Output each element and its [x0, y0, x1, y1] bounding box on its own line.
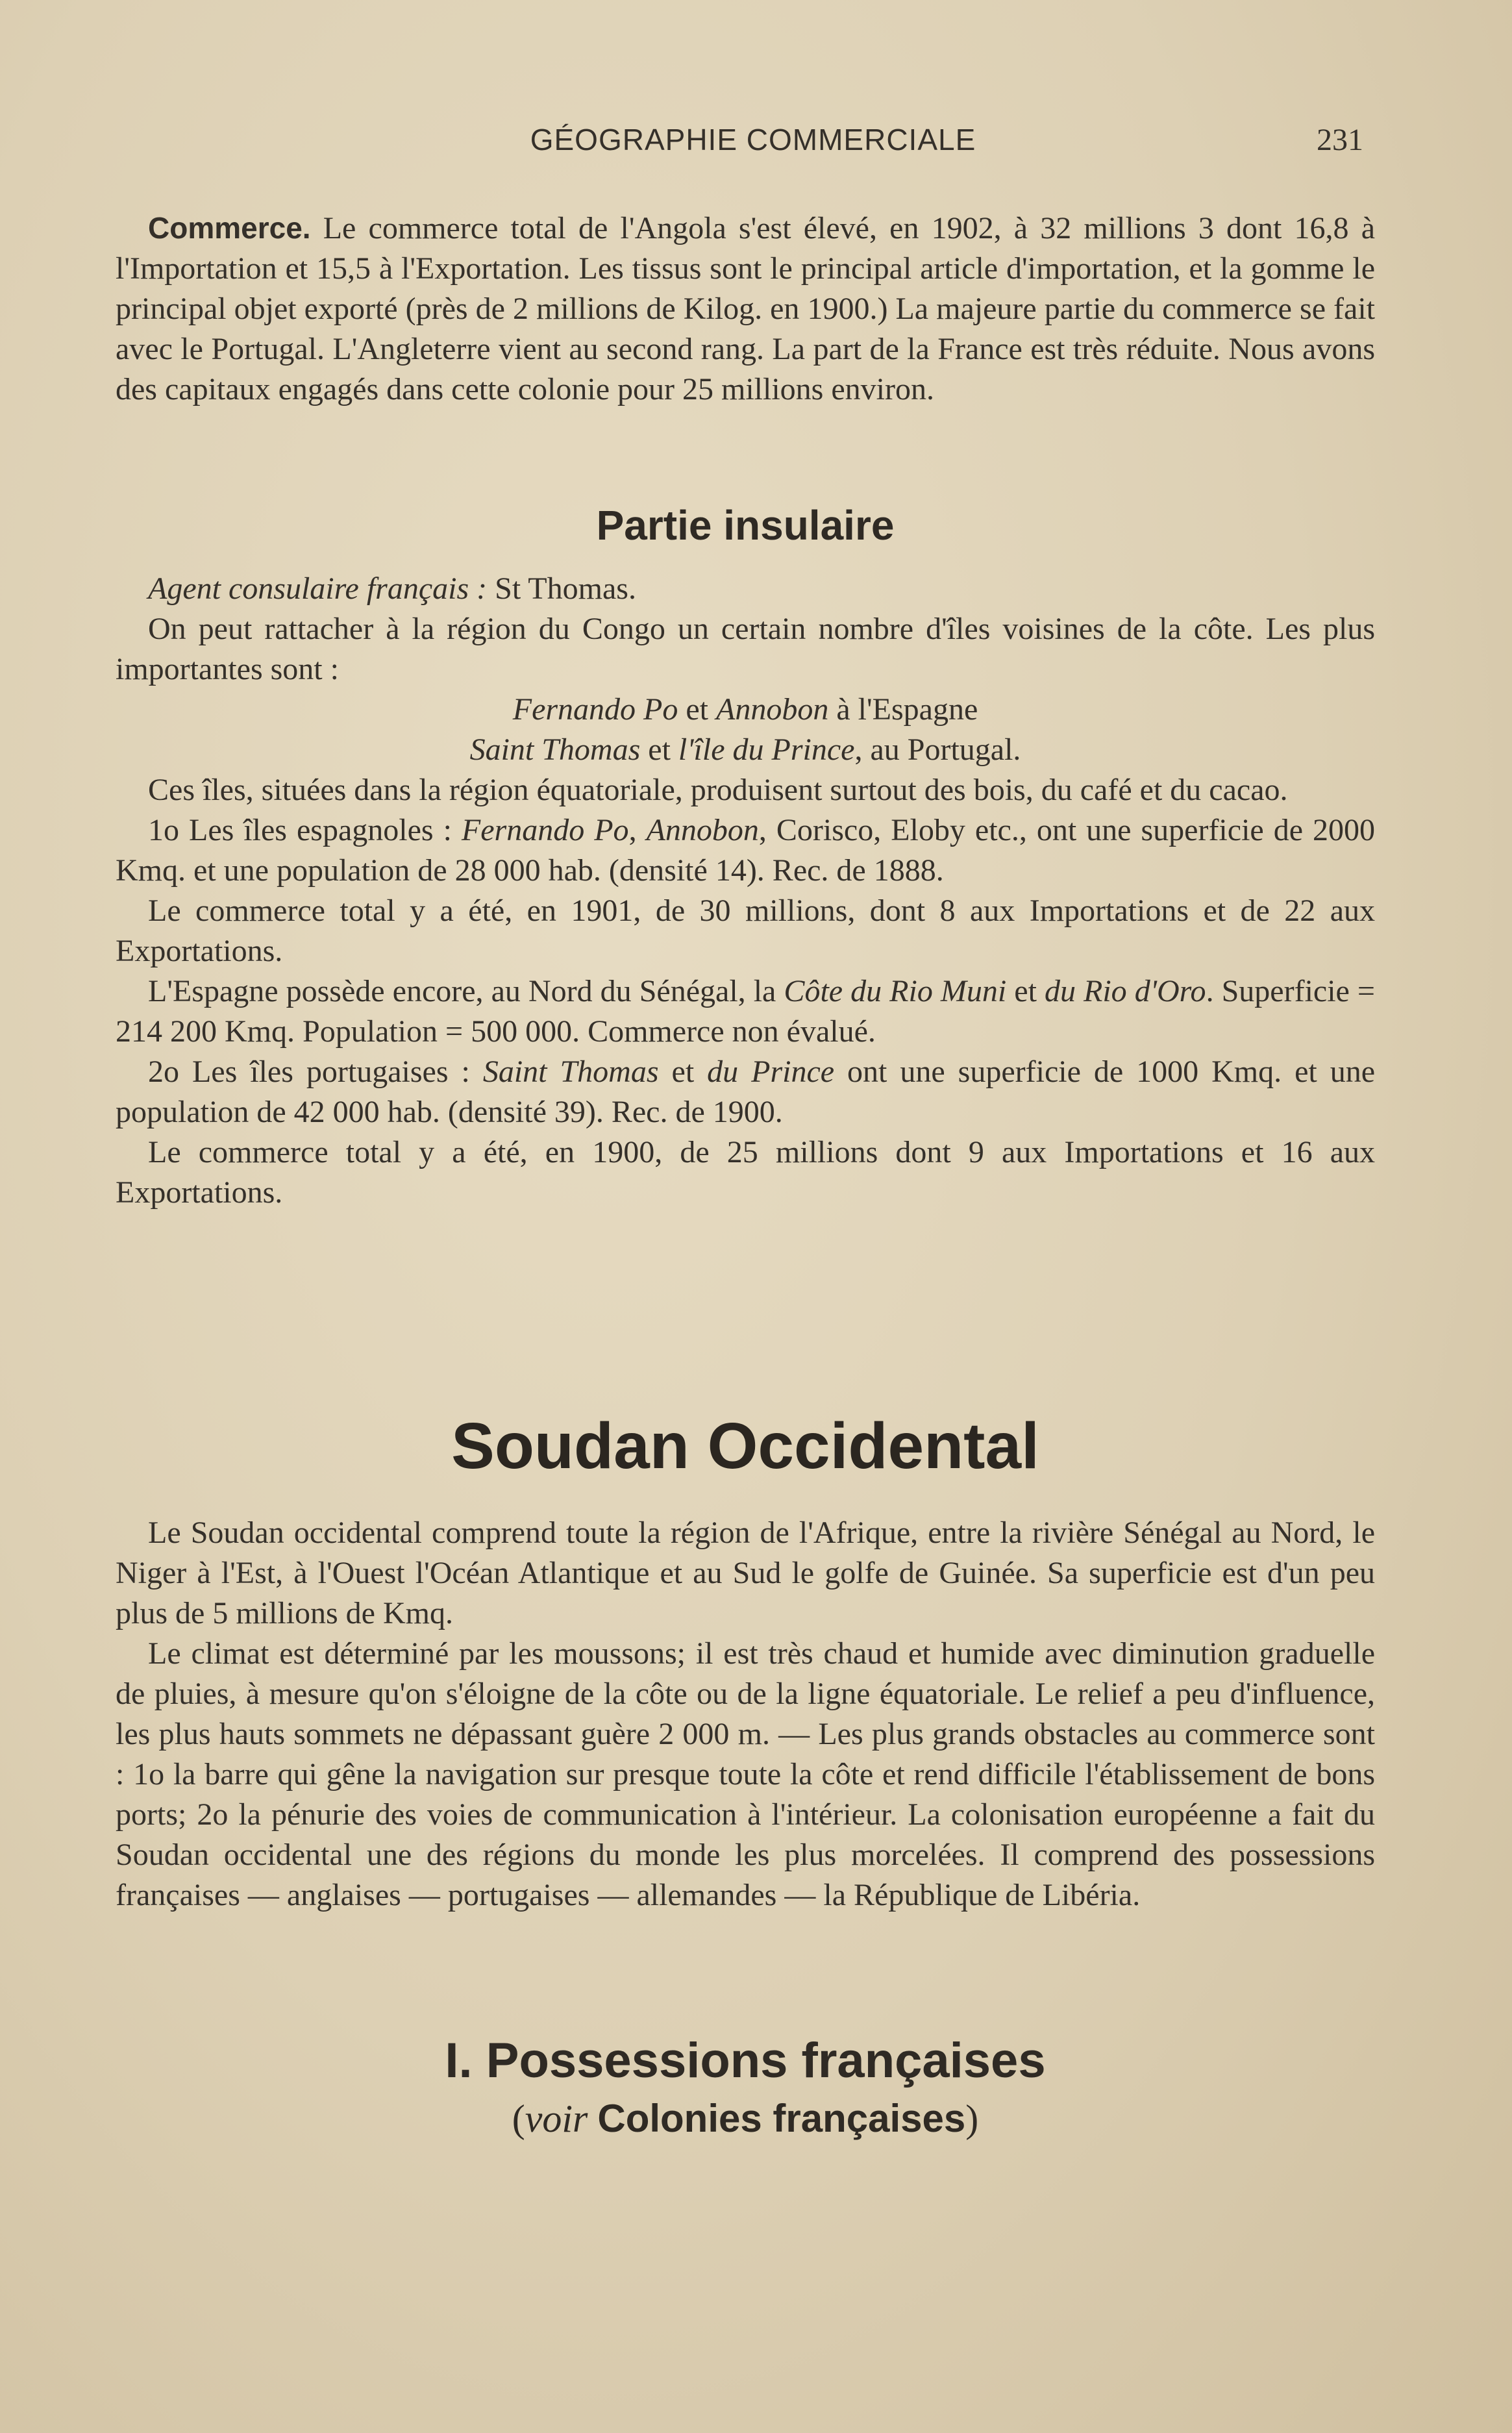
portuguese-rest: ont une superficie de 1000 Kmq. et une population de 42 000 hab. (densité 39). Rec. de 1900. — [116, 1054, 1376, 1129]
possessions-subheading: (voir Colonies françaises) — [512, 2097, 979, 2140]
saint-thomas: Saint Thomas — [469, 732, 641, 767]
sep: et — [678, 692, 717, 727]
portuguese-commerce: Le commerce total y a été, en 1900, de 25 millions dont 9 aux Importations et 16 aux Exportations. — [116, 1135, 1375, 1210]
sep: , — [628, 813, 647, 847]
soudan-body — [116, 1513, 1375, 1915]
agent-value: St Thomas. — [495, 571, 636, 606]
to-spain: à l'Espagne — [828, 692, 978, 727]
sep: et — [658, 1054, 708, 1089]
islands-line-portugal — [116, 730, 1375, 770]
portuguese-prefix: 2o Les îles portugaises : — [148, 1054, 483, 1089]
fernando-po: Fernando Po — [461, 813, 629, 847]
agent-label: Agent consulaire français : — [148, 571, 488, 606]
ile-du-prince: l'île du Prince — [678, 732, 855, 767]
soudan-heading: Soudan Occidental — [451, 1410, 1039, 1482]
spanish-commerce: Le commerce total y a été, en 1901, de 30 millions, dont 8 aux Importations et de 22 aux Exportations. — [116, 893, 1375, 968]
spanish-possessions — [116, 971, 1375, 1052]
islands-products: Ces îles, situées dans la région équatoriale, produisent surtout des bois, du café et du cacao. — [148, 773, 1288, 807]
poss-e: . Superficie = 214 200 Kmq. Population = 500 000. Commerce non évalué. — [116, 974, 1375, 1049]
rio-muni: Côte du Rio Muni — [784, 974, 1007, 1008]
islands-intro: On peut rattacher à la région du Congo un certain nombre d'îles voisines de la côte. Les plus importantes sont : — [116, 612, 1375, 686]
fernando-po: Fernando Po — [512, 692, 678, 727]
page-number: 231 — [1317, 123, 1363, 157]
running-head — [143, 122, 1363, 168]
commerce-paragraph — [116, 208, 1375, 410]
annobon: Annobon — [716, 692, 829, 727]
spanish-islands — [116, 810, 1375, 891]
commerce-text: Le commerce total de l'Angola s'est élevé, en 1902, à 32 millions 3 dont 16,8 à l'Importation et 15,5 à l'Exportation. Les tissus sont le principal article d'importation, et la gomme le principal objet exporté (près de 2 millions de Kilog. en 1900.) La majeure partie du commerce se fait avec le Portugal. L'Angleterre vient au second rang. La part de la France est très réduite. Nous avons des capitaux engagés dans cette colonie pour 25 millions environ. — [116, 211, 1376, 406]
annobon: Annobon — [646, 813, 759, 847]
running-title: GÉOGRAPHIE COMMERCIALE — [530, 123, 976, 156]
sep: et — [1006, 974, 1045, 1008]
commerce-label: Commerce. — [148, 211, 311, 245]
partie-insulaire-body — [116, 569, 1375, 1213]
saint-thomas: Saint Thomas — [482, 1054, 659, 1089]
spanish-rest: , Corisco, Eloby etc., ont une superficie de 2000 Kmq. et une population de 28 000 hab. (densité 14). Rec. de 1888. — [116, 813, 1376, 888]
possessions-heading: I. Possessions françaises — [445, 2033, 1046, 2088]
rio-oro: du Rio d'Oro — [1044, 974, 1206, 1008]
du-prince: du Prince — [707, 1054, 835, 1089]
soudan-paragraph-2: Le climat est déterminé par les moussons; il est très chaud et humide avec diminution graduelle de pluies, à mesure qu'on s'éloigne de la côte ou de la ligne équatoriale. Le relief a peu d'influence, les plus hauts sommets ne dépassant guère 2 000 m. — Les plus grands obstacles au commerce sont : 1o la barre qui gêne la navigation sur presque toute la côte et rend difficile l'établissement de bons ports; 2o la pénurie des voies de communication à l'intérieur. La colonisation européenne a fait du Soudan occidental une des régions du monde les plus morcelées. Il comprend des possessions françaises — anglaises — portugaises — allemandes — la République de Libéria. — [116, 1636, 1375, 1912]
spanish-prefix: 1o Les îles espagnoles : — [148, 813, 462, 847]
partie-insulaire-heading: Partie insulaire — [596, 502, 895, 549]
soudan-paragraph-1: Le Soudan occidental comprend toute la région de l'Afrique, entre la rivière Sénégal au Nord, le Niger à l'Est, à l'Ouest l'Océan Atlantique et au Sud le golfe de Guinée. Sa superficie est d'un peu plus de 5 millions de Kmq. — [116, 1516, 1375, 1630]
to-portugal: , au Portugal. — [854, 732, 1021, 767]
voir-text: voir — [525, 2097, 588, 2140]
islands-line-spain — [116, 690, 1375, 730]
colonies-reference[interactable]: Colonies françaises — [597, 2097, 966, 2140]
poss-a: L'Espagne possède encore, au Nord du Sénégal, la — [148, 974, 784, 1008]
sep: et — [640, 732, 678, 767]
portuguese-islands — [116, 1052, 1375, 1132]
